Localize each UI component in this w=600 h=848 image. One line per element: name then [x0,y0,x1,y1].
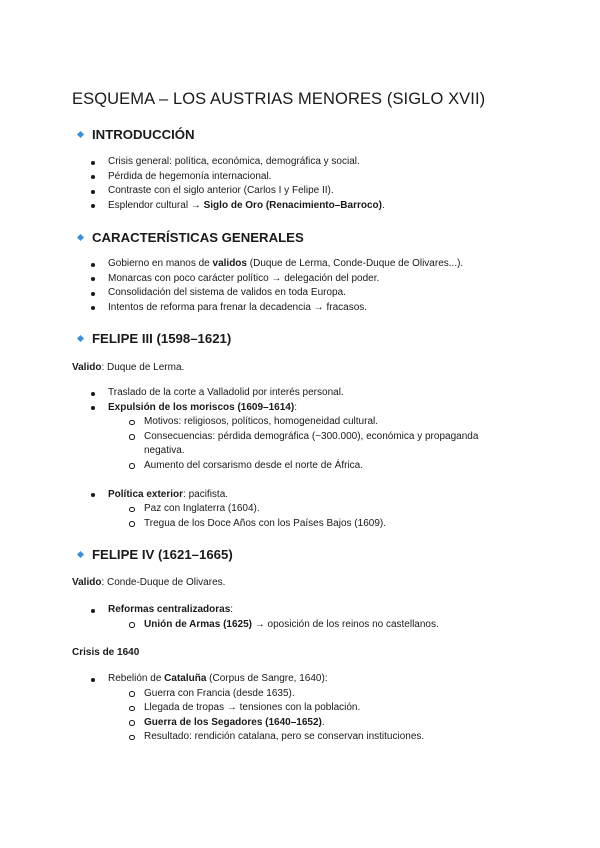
felipe4-valido: Valido: Conde-Duque de Olivares. [72,577,226,588]
section-heading-caracteristicas: CARACTERÍSTICAS GENERALES [72,230,304,245]
list-item: Contraste con el siglo anterior (Carlos I y Felipe II). [72,184,532,199]
list-item: Pérdida de hegemonía internacional. [72,170,532,185]
intro-list [72,155,532,213]
felipe3-valido: Valido: Duque de Lerma. [72,362,185,373]
list-item: Esplendor cultural → Siglo de Oro (Renacimiento–Barroco). [72,199,532,214]
list-item: Reformas centralizadoras: [72,603,532,618]
sub-list-item: Motivos: religiosos, políticos, homogeneidad cultural. [72,415,532,430]
caracteristicas-list [72,257,532,315]
sub-list-item: Resultado: rendición catalana, pero se conservan instituciones. [72,730,532,745]
list-item: Rebelión de Cataluña (Corpus de Sangre, 1640): [72,672,532,687]
sub-list-item: Tregua de los Doce Años con los Países Bajos (1609). [72,517,532,532]
list-item: Monarcas con poco carácter político → delegación del poder. [72,272,532,287]
section-heading-introduccion: INTRODUCCIÓN [72,127,195,142]
list-item: Política exterior: pacifista. [72,488,532,503]
list-item: Crisis general: política, económica, demográfica y social. [72,155,532,170]
list-item: Gobierno en manos de validos (Duque de Lerma, Conde-Duque de Olivares...). [72,257,532,272]
crisis-1640-heading: Crisis de 1640 [72,647,140,658]
list-item: Expulsión de los moriscos (1609–1614): [72,401,532,416]
sub-list-item: Consecuencias: pérdida demográfica (~300.000), económica y propaganda negativa. [72,430,532,459]
felipe4-reformas-list [72,603,532,632]
diamond-bullet-icon [77,335,84,342]
sub-list-item: Aumento del corsarismo desde el norte de África. [72,459,532,474]
sub-list-item: Guerra de los Segadores (1640–1652). [72,716,532,731]
section-heading-felipe-iii: FELIPE III (1598–1621) [72,331,231,346]
diamond-bullet-icon [77,131,84,138]
felipe3-list [72,386,532,531]
list-item: Consolidación del sistema de validos en toda Europa. [72,286,532,301]
sub-list-item: Llegada de tropas → tensiones con la población. [72,701,532,716]
list-item: Intentos de reforma para frenar la decadencia → fracasos. [72,301,532,316]
section-heading-felipe-iv: FELIPE IV (1621–1665) [72,547,233,562]
sub-list-item: Guerra con Francia (desde 1635). [72,687,532,702]
diamond-bullet-icon [77,551,84,558]
sub-list-item: Unión de Armas (1625) → oposición de los reinos no castellanos. [72,618,532,633]
felipe4-crisis-list [72,672,532,745]
sub-list-item: Paz con Inglaterra (1604). [72,502,532,517]
list-item: Traslado de la corte a Valladolid por interés personal. [72,386,532,401]
page-title: ESQUEMA – LOS AUSTRIAS MENORES (SIGLO XVII) [72,90,486,108]
diamond-bullet-icon [77,234,84,241]
